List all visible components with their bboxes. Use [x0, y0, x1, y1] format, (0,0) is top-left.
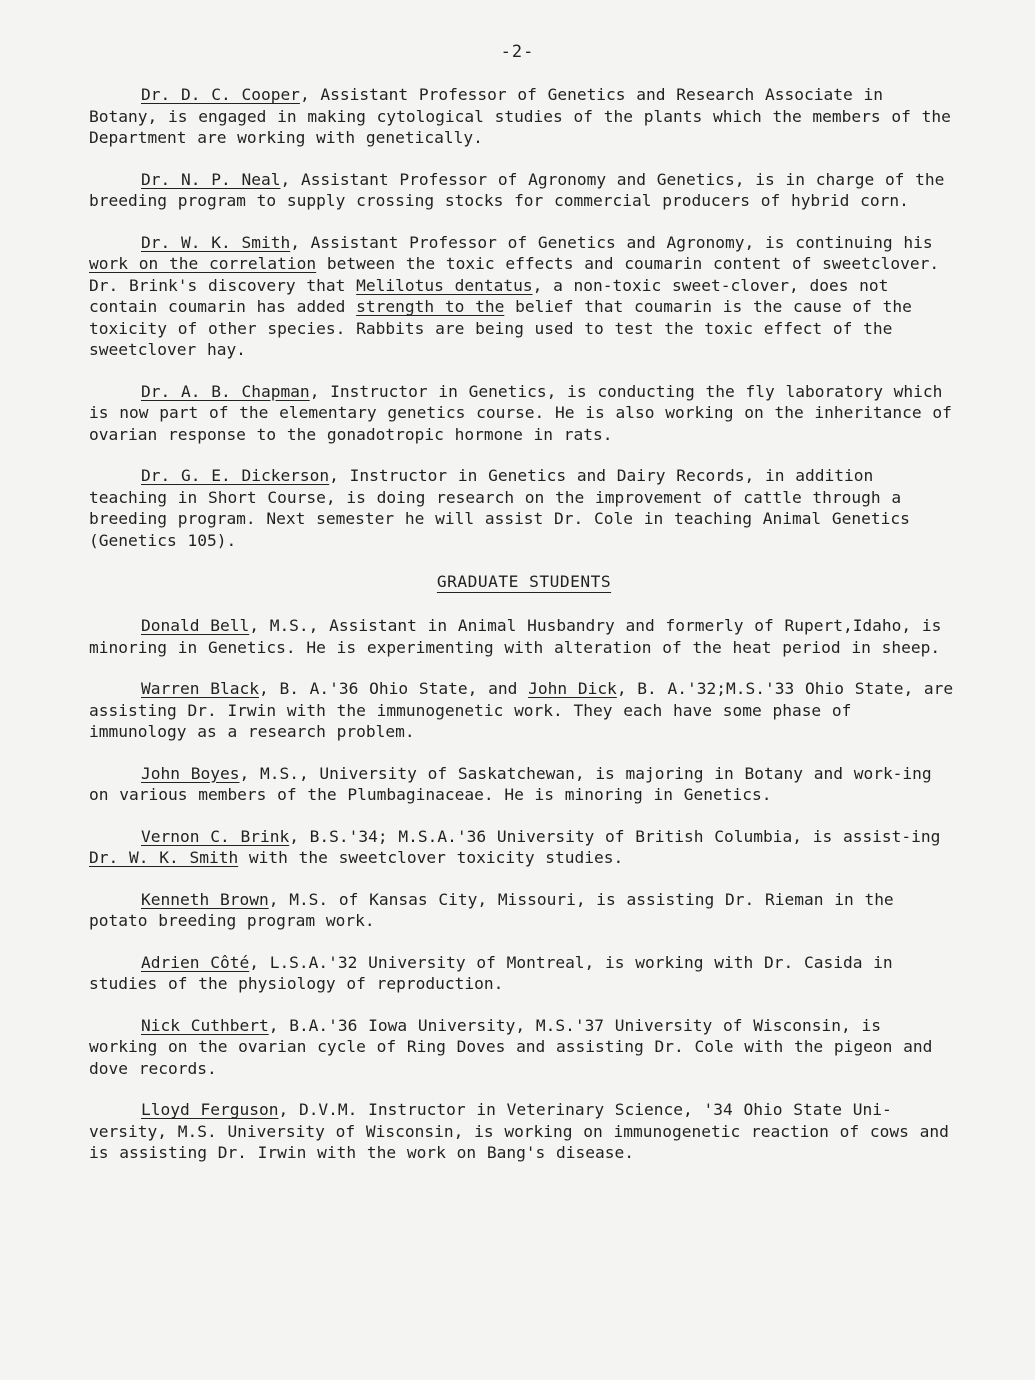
person-name: Nick Cuthbert	[141, 1015, 269, 1035]
student-entry-bell	[89, 615, 959, 658]
student-entry-brink	[89, 826, 959, 869]
entry-text: , M.S., University of Saskatchewan, is majoring in Botany and work-ing on various members of the Plumbaginaceae. He is minoring in Genetics.	[89, 763, 932, 804]
faculty-entry-cooper	[89, 84, 959, 149]
entry-text: , Assistant Professor of Agronomy and Genetics, is in charge of the breeding program to supply crossing stocks for commercial producers of hybrid corn.	[89, 169, 945, 210]
entry-text: , M.S., Assistant in Animal Husbandry and formerly of Rupert,Idaho, is minoring in Genetics. He is experimenting with alteration of the heat period in sheep.	[89, 616, 942, 657]
person-name: Dr. A. B. Chapman	[141, 381, 310, 401]
student-entry-boyes	[89, 763, 959, 806]
student-entry-brown	[89, 889, 959, 932]
entry-text: , L.S.A.'32 University of Montreal, is working with Dr. Casida in studies of the physiology of reproduction.	[89, 952, 893, 993]
section-heading-graduate-students: GRADUATE STUDENTS	[436, 572, 612, 591]
underlined-phrase: strength to the	[356, 297, 505, 316]
person-name: Lloyd Ferguson	[141, 1100, 279, 1119]
entry-text: , B.A.'36 Iowa University, M.S.'37 University of Wisconsin, is working on the ovarian cycle of Ring Doves and assisting Dr. Cole with the pigeon and dove records.	[89, 1015, 933, 1078]
faculty-entry-dickerson	[89, 465, 959, 551]
person-name: Kenneth Brown	[141, 889, 269, 909]
entry-text: between the toxic effects and coumarin content of sweetclover. Dr. Brink's discovery that	[89, 254, 940, 295]
entry-text: belief that coumarin is the cause of the toxicity of other species. Rabbits are being used to test the toxic effect of the sweetclover hay.	[89, 297, 912, 359]
person-name: Dr. D. C. Cooper	[141, 85, 300, 104]
person-name: Dr. N. P. Neal	[141, 169, 281, 189]
entry-text: , Instructor in Genetics, is conducting the fly laboratory which is now part of the elementary genetics course. He is also working on the inheritance of ovarian response to the gonadotropic hormone in rats.	[89, 381, 952, 444]
person-name: Adrien Côté	[141, 952, 250, 972]
underlined-phrase: Dr. W. K. Smith	[89, 848, 239, 867]
entry-text: , Assistant Professor of Genetics and Agronomy, is continuing his	[290, 232, 933, 252]
student-entry-black-dick	[89, 678, 959, 743]
faculty-entry-smith	[89, 232, 959, 361]
entry-text: , a non-toxic sweet-clover, does not contain coumarin has added	[89, 275, 889, 316]
person-name: John Boyes	[141, 763, 240, 783]
entry-text: with the sweetclover toxicity studies.	[238, 848, 624, 867]
person-name: Dr. W. K. Smith	[141, 232, 291, 252]
faculty-entry-chapman	[89, 381, 959, 446]
entry-text: , B. A.'36 Ohio State, and	[258, 679, 529, 698]
person-name: Donald Bell	[141, 616, 250, 635]
person-name: Vernon C. Brink	[141, 826, 290, 846]
student-entry-ferguson	[89, 1099, 959, 1164]
species-name: Melilotus dentatus	[356, 275, 533, 295]
person-name: John Dick	[528, 679, 617, 698]
student-entry-cuthbert	[89, 1015, 959, 1080]
underlined-phrase: work on the correlation	[89, 254, 317, 273]
entry-text: , D.V.M. Instructor in Veterinary Science, '34 Ohio State Uni-versity, M.S. University of Wisconsin, is working on immunogenetic reaction of cows and is assisting Dr. Irwin with the work on Bang's disease.	[89, 1100, 949, 1162]
page-number: -2-	[500, 42, 535, 62]
entry-text: , M.S. of Kansas City, Missouri, is assisting Dr. Rieman in the potato breeding program work.	[89, 889, 894, 930]
entry-text: , B.S.'34; M.S.A.'36 University of British Columbia, is assist-ing	[289, 826, 941, 846]
entry-text: , Instructor in Genetics and Dairy Records, in addition teaching in Short Course, is doing research on the improvement of cattle through a breeding program. Next semester he will assist Dr. Cole in teaching Animal Genetics (Genetics 105).	[89, 466, 910, 550]
person-name: Warren Black	[141, 679, 259, 698]
person-name: Dr. G. E. Dickerson	[141, 466, 330, 485]
student-entry-cote	[89, 952, 959, 995]
document-body	[89, 84, 959, 1184]
entry-text: , Assistant Professor of Genetics and Research Associate in Botany, is engaged in making cytological studies of the plants which the members of the Department are working with genetically.	[89, 85, 951, 147]
entry-text: , B. A.'32;M.S.'33 Ohio State, are assisting Dr. Irwin with the immunogenetic work. They each have some phase of immunology as a research problem.	[89, 679, 954, 741]
faculty-entry-neal	[89, 169, 959, 212]
